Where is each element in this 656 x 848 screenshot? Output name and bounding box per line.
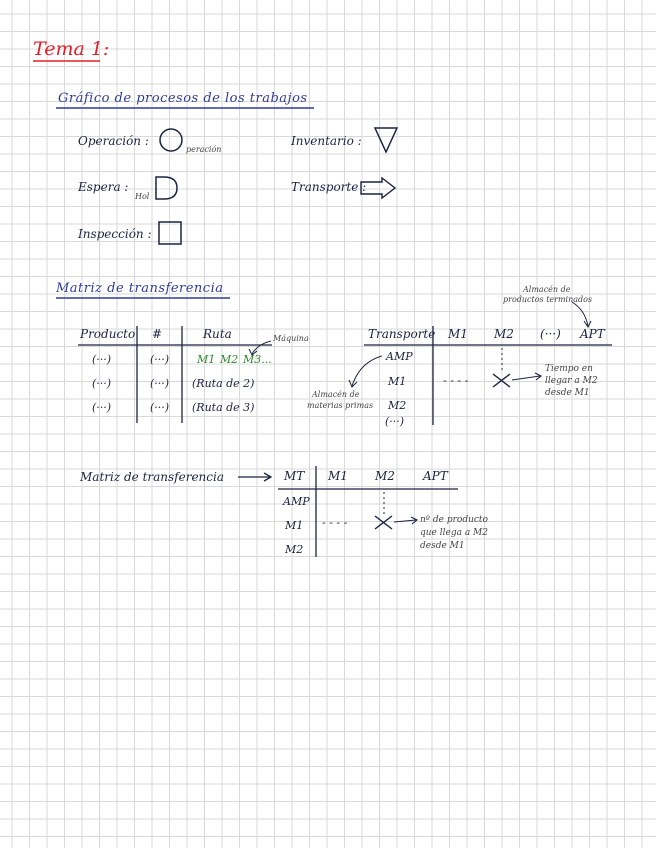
table1-row2-num: (···) [150, 377, 170, 390]
table1-row3-producto: (···) [92, 401, 112, 414]
table2-dashes: - - - - [443, 374, 469, 387]
table2-row-m1: M1 [388, 375, 407, 388]
table1-header-producto: Producto [80, 327, 136, 341]
page-title: Tema 1: [33, 38, 110, 60]
operacion-label: Operación : [78, 134, 149, 148]
mt-dashes: - - - - [322, 516, 348, 529]
mt-header-m1: M1 [328, 469, 348, 483]
tiempo-note-line2: llegar a M2 [545, 376, 598, 386]
mt-row-m2: M2 [285, 543, 304, 556]
table1-row3-ruta: (Ruta de 3) [192, 401, 255, 414]
transporte-label: Transporte : [291, 180, 367, 194]
table1-row1-producto: (···) [92, 353, 112, 366]
table1-header-num: # [152, 327, 163, 341]
mt-cross-a [375, 516, 392, 529]
espera-symbol [156, 177, 177, 199]
operacion-sublabel: peración [186, 145, 222, 154]
mt-note-line2: que llega a M2 [420, 528, 488, 538]
mt-header-m2: M2 [375, 469, 395, 483]
amp-note-line2: materias primas [307, 401, 374, 410]
mt-header-mt: MT [284, 469, 305, 483]
table2-header-etc: (···) [540, 327, 561, 341]
amp-note-arrow [352, 356, 382, 386]
table1-row2-producto: (···) [92, 377, 112, 390]
inspeccion-symbol [159, 222, 181, 244]
matriz-transferencia-label: Matriz de transferencia [80, 470, 224, 484]
mt-note-arrow [394, 520, 416, 522]
tiempo-note-line1: Tiempo en [545, 364, 593, 374]
section-heading-matriz: Matriz de transferencia [56, 281, 224, 296]
espera-label: Espera : [78, 180, 129, 194]
table2-header-apt: APT [580, 327, 605, 341]
inspeccion-label: Inspección : [78, 227, 152, 241]
apt-note-line1: Almacén de [523, 285, 571, 294]
mt-note-arrowhead [411, 517, 417, 524]
table2-row-amp: AMP [386, 350, 413, 363]
amp-note-line1: Almacén de [312, 390, 360, 399]
apt-note-line2: productos terminados [503, 295, 593, 304]
table2-header-transporte: Transporte [368, 327, 436, 341]
section-heading-graficos: Gráfico de procesos de los trabajos [58, 91, 308, 106]
mt-row-amp: AMP [283, 495, 310, 508]
table2-row-etc: (···) [385, 415, 405, 428]
operacion-symbol [160, 129, 182, 151]
apt-note-arrow [572, 302, 588, 326]
table1-row3-num: (···) [150, 401, 170, 414]
tiempo-arrowhead [535, 373, 541, 380]
table1-route-m1: M1 [197, 353, 216, 366]
inventario-symbol [375, 128, 397, 152]
table2-header-m1: M1 [448, 327, 468, 341]
espera-sublabel: Hol [135, 192, 150, 201]
mt-row-m1: M1 [285, 519, 304, 532]
table2-row-m2: M2 [388, 399, 407, 412]
tiempo-note-line3: desde M1 [545, 388, 590, 398]
table2-cross-a [493, 374, 510, 387]
mt-note-line1: nº de producto [420, 515, 488, 525]
table1-row2-ruta: (Ruta de 2) [192, 377, 255, 390]
table2-header-m2: M2 [494, 327, 514, 341]
tiempo-arrow [512, 376, 540, 380]
matriz-arrowhead [264, 473, 271, 481]
maquina-note: Máquina [273, 334, 309, 343]
mt-cross-b [375, 516, 392, 529]
table1-route-m3: M3... [243, 353, 272, 366]
table1-route-m2: M2 [220, 353, 239, 366]
table2-cross-b [493, 374, 510, 387]
table1-header-ruta: Ruta [203, 327, 232, 341]
amp-note-arrowhead [349, 380, 357, 387]
mt-note-line3: desde M1 [420, 541, 465, 551]
table1-row1-num: (···) [150, 353, 170, 366]
mt-header-apt: APT [423, 469, 448, 483]
inventario-label: Inventario : [291, 134, 362, 148]
